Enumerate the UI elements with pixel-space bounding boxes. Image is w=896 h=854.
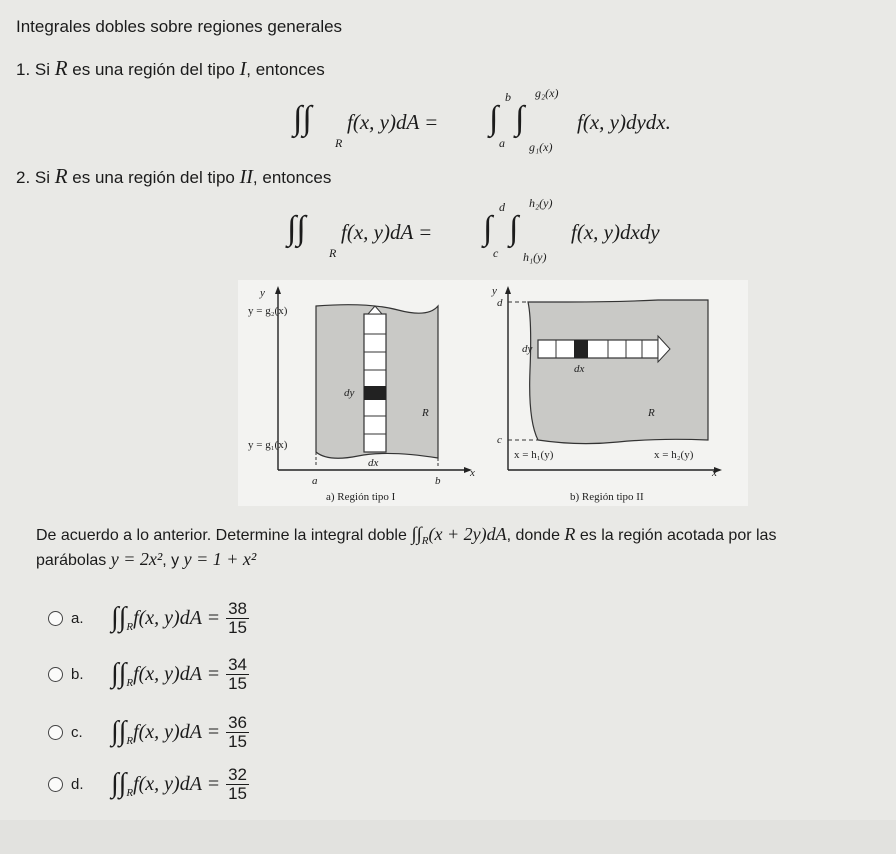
region-subscript: R (335, 136, 343, 150)
integral-sign: ∫ (515, 100, 525, 137)
option-c-expr (111, 714, 249, 751)
formula-type-1 (293, 86, 713, 156)
item-1-text (16, 56, 325, 81)
option-b[interactable] (48, 654, 249, 694)
option-b-letter: b. (71, 665, 84, 683)
option-integral-sub: R (126, 621, 134, 633)
vertical-strip (364, 314, 386, 452)
a-label: a (312, 475, 318, 487)
right-curve-label: x = h₂(y) (654, 449, 694, 461)
option-integral-sub: R (126, 735, 134, 747)
panel-b-type-2 (491, 285, 722, 503)
d-label: d (497, 297, 503, 309)
option-b-num: 34 (228, 654, 247, 674)
option-a-lhs: f(x, y)dA = (133, 606, 221, 629)
radio-option-c[interactable] (48, 725, 63, 740)
item-1-type: I (239, 58, 247, 80)
dx-label-b: dx (574, 363, 585, 375)
caption-a: a) Región tipo I (326, 491, 396, 503)
y-axis-arrow-b (505, 286, 511, 294)
question-region-var: R (564, 524, 576, 544)
option-integral-sign: ∫∫ (111, 716, 127, 747)
question-line-1 (36, 524, 776, 547)
option-c-den: 15 (228, 731, 247, 751)
question-integral-sub: R (421, 535, 429, 548)
y-label-b: y (492, 285, 497, 297)
question-integrand: (x + 2y)dA (428, 524, 507, 544)
option-a[interactable] (48, 598, 249, 638)
question-text-end: es la región acotada por las (575, 527, 777, 544)
option-a-num: 38 (228, 598, 247, 618)
option-b-den: 15 (228, 673, 247, 693)
integral-sign: ∫ (483, 210, 493, 247)
item-1-region-var: R (54, 56, 68, 80)
x-label-a: x (470, 467, 475, 479)
radio-option-a[interactable] (48, 611, 63, 626)
lower-curve-label: y = g₁(x) (248, 439, 288, 451)
parabola-2: y = 1 + x² (183, 549, 257, 569)
formula-1-lower-limit: a (499, 136, 505, 150)
question-text-middle: , donde (506, 527, 565, 544)
question-line-2-start: parábolas (36, 552, 111, 569)
item-1-middle: es una región del tipo (67, 60, 240, 79)
page-bottom-margin (0, 820, 896, 854)
dy-label-a: dy (344, 387, 355, 399)
formula-1-upper-limit: b (505, 90, 511, 104)
formula-2-upper-limit: d (499, 200, 505, 214)
formula-1-integrand: f(x, y)dydx. (577, 110, 671, 134)
double-integral-sign: ∫∫ (293, 100, 312, 137)
page-title: Integrales dobles sobre regiones generales (16, 17, 343, 36)
left-curve-label: x = h₁(y) (514, 449, 554, 461)
option-integral-sub: R (126, 787, 134, 799)
region-subscript: R (329, 246, 337, 260)
option-c[interactable] (48, 712, 249, 752)
option-d-expr (111, 766, 249, 803)
option-b-expr (111, 656, 249, 693)
option-d-num: 32 (228, 764, 247, 784)
option-d-fraction (226, 766, 249, 803)
upper-curve-label: y = g₂(x) (248, 305, 288, 317)
question-text-start: De acuerdo a lo anterior. Determine la integral doble (36, 527, 412, 544)
question-conj: , y (162, 552, 184, 569)
formula-2-integrand: f(x, y)dxdy (571, 220, 660, 244)
formula-2-lhs: f(x, y)dA = (341, 220, 433, 244)
caption-b: b) Región tipo II (570, 491, 644, 503)
option-a-fraction (226, 600, 249, 637)
option-a-letter: a. (71, 609, 84, 627)
region-b-shape (528, 300, 708, 444)
option-b-fraction (226, 656, 249, 693)
item-2-suffix: , entonces (252, 168, 332, 187)
option-b-lhs: f(x, y)dA = (133, 662, 221, 685)
region-label-b: R (648, 407, 655, 419)
formula-2-lower-limit: c (493, 246, 499, 260)
option-d-letter: d. (71, 775, 84, 793)
c-label: c (497, 434, 502, 446)
option-integral-sign: ∫∫ (111, 768, 127, 799)
item-1-suffix: , entonces (246, 60, 325, 79)
formula-2-inner-lower: h₁(y) (523, 250, 547, 264)
item-1-prefix: 1. Si (16, 60, 55, 79)
option-d[interactable] (48, 764, 249, 804)
option-c-fraction (226, 714, 249, 751)
formula-1-lhs: f(x, y)dA = (347, 110, 439, 134)
formula-1-inner-lower: g₁(x) (529, 140, 553, 154)
option-integral-sub: R (126, 677, 134, 689)
option-c-lhs: f(x, y)dA = (133, 720, 221, 743)
integral-sign: ∫ (509, 210, 519, 247)
option-a-expr (111, 600, 249, 637)
radio-option-b[interactable] (48, 667, 63, 682)
item-2-type: II (239, 166, 253, 188)
parabola-1: y = 2x² (110, 549, 163, 569)
question-integral-sign: ∫∫ (411, 524, 422, 545)
radio-option-d[interactable] (48, 777, 63, 792)
option-integral-sign: ∫∫ (111, 602, 127, 633)
option-c-num: 36 (228, 712, 247, 732)
item-2-region-var: R (54, 164, 68, 188)
item-2-prefix: 2. Si (16, 168, 55, 187)
b-label: b (435, 475, 441, 487)
dy-label-b: dy (522, 343, 533, 355)
option-c-letter: c. (71, 723, 83, 741)
integral-sign: ∫ (489, 100, 499, 137)
x-label-b: x (712, 467, 717, 479)
item-2-middle: es una región del tipo (67, 168, 240, 187)
item-2-text (16, 164, 331, 189)
region-diagrams-svg (238, 280, 748, 506)
y-axis-arrow-a (275, 286, 281, 294)
formula-type-2 (287, 196, 707, 268)
option-d-lhs: f(x, y)dA = (133, 772, 221, 795)
formula-2-inner-upper: h₂(y) (529, 196, 553, 210)
region-label-a: R (422, 407, 429, 419)
formula-1-inner-upper: g₂(x) (535, 86, 559, 100)
dA-element-b (574, 340, 588, 358)
dx-label-a: dx (368, 457, 379, 469)
panel-a-type-1 (248, 286, 475, 503)
option-d-den: 15 (228, 783, 247, 803)
y-label-a: y (260, 287, 265, 299)
option-integral-sign: ∫∫ (111, 658, 127, 689)
double-integral-sign: ∫∫ (287, 210, 306, 247)
region-figure (238, 280, 748, 506)
question-line-2 (36, 549, 256, 570)
option-a-den: 15 (228, 617, 247, 637)
dA-element-a (364, 386, 386, 400)
